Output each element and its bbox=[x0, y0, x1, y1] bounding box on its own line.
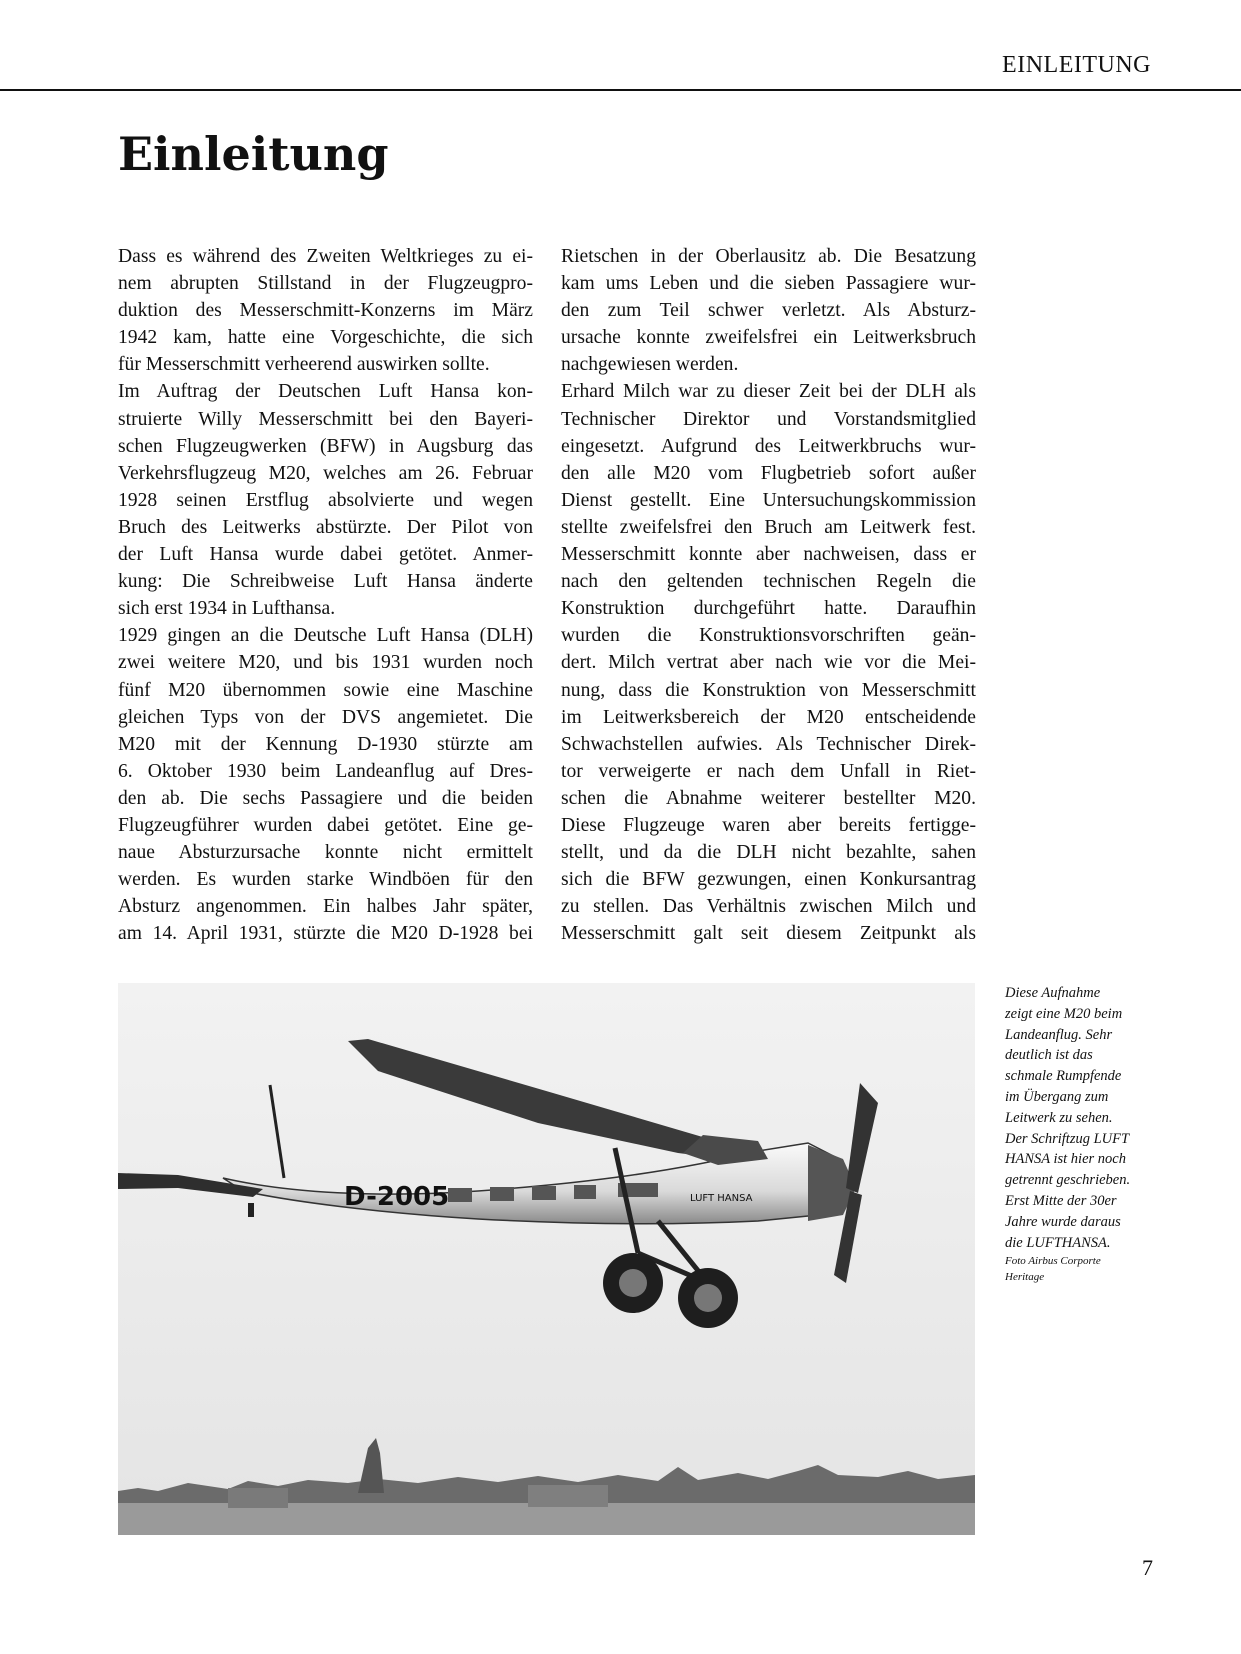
text-line: schen Flugzeugwerken (BFW) in Augsburg das bbox=[118, 435, 533, 457]
text-line: schen die Abnahme weiterer bestellter M20. bbox=[561, 787, 976, 809]
text-line: Messerschmitt galt seit diesem Zeitpunkt als bbox=[561, 923, 976, 945]
running-head: EINLEITUNG bbox=[1002, 52, 1151, 78]
text-line: 1929 gingen an die Deutsche Luft Hansa (DLH) bbox=[118, 625, 533, 647]
text-line: Bruch des Leitwerks abstürzte. Der Pilot von bbox=[118, 516, 533, 538]
text-line: Rietschen in der Oberlausitz ab. Die Besatzung bbox=[561, 246, 976, 267]
page-number: 7 bbox=[1142, 1555, 1153, 1580]
text-line: Messerschmitt konnte aber nachweisen, dass er bbox=[561, 544, 976, 566]
text-line: Dienst gestellt. Eine Untersuchungskommission bbox=[561, 489, 976, 511]
caption-line: die LUFTHANSA. bbox=[1005, 1234, 1111, 1251]
caption-line: HANSA ist hier noch bbox=[1005, 1151, 1126, 1168]
caption-line: Diese Aufnahme bbox=[1005, 985, 1101, 1001]
caption-line: im Übergang zum bbox=[1005, 1088, 1109, 1105]
credit-line: Foto Airbus Corporte bbox=[1005, 1255, 1101, 1267]
caption-line: zeigt eine M20 beim bbox=[1005, 1005, 1123, 1022]
text-line: wurden die Konstruktionsvorschriften geän- bbox=[561, 625, 976, 647]
text-line: Erhard Milch war zu dieser Zeit bei der DLH als bbox=[561, 381, 976, 403]
text-line: für Messerschmitt verheerend auswirken sollte. bbox=[118, 354, 490, 376]
text-line: nung, dass die Konstruktion von Messerschmitt bbox=[561, 679, 976, 701]
text-line: M20 mit der Kennung D-1930 stürzte am bbox=[118, 733, 533, 755]
text-line: sich die BFW gezwungen, einen Konkursantrag bbox=[561, 869, 976, 891]
text-line: stellte zweifelsfrei den Bruch am Leitwerk fest. bbox=[561, 516, 976, 538]
text-line: fünf M20 übernommen sowie eine Maschine bbox=[118, 679, 533, 701]
aircraft-photo bbox=[118, 983, 975, 1535]
text-line: der Luft Hansa wurde dabei getötet. Anmer- bbox=[118, 544, 533, 566]
text-line: Flugzeugführer wurden dabei getötet. Eine ge- bbox=[118, 814, 533, 836]
text-line: werden. Es wurden starke Windböen für den bbox=[118, 869, 533, 891]
text-line: Im Auftrag der Deutschen Luft Hansa kon- bbox=[118, 381, 533, 403]
text-line: zu stellen. Das Verhältnis zwischen Milch und bbox=[561, 896, 976, 918]
credit-line: Heritage bbox=[1005, 1271, 1045, 1283]
caption-line: getrennt geschrieben. bbox=[1005, 1172, 1131, 1189]
text-line: gleichen Typs von der DVS angemietet. Die bbox=[118, 706, 533, 728]
text-line: den alle M20 vom Flugbetrieb sofort außer bbox=[561, 462, 976, 484]
text-line: Diese Flugzeuge waren aber bereits fertigge- bbox=[561, 814, 976, 836]
text-line: naue Absturzursache konnte nicht ermittelt bbox=[118, 842, 533, 864]
caption-line: Landeanflug. Sehr bbox=[1005, 1026, 1113, 1043]
caption-line: Jahre wurde daraus bbox=[1005, 1213, 1121, 1230]
header-rule bbox=[0, 89, 1241, 91]
text-line: duktion des Messerschmitt-Konzerns im März bbox=[118, 300, 533, 322]
aircraft-illustration bbox=[118, 983, 975, 1535]
text-line: nach den geltenden technischen Regeln die bbox=[561, 571, 976, 593]
text-line: Verkehrsflugzeug M20, welches am 26. Februar bbox=[118, 462, 533, 484]
caption-line: schmale Rumpfende bbox=[1005, 1068, 1122, 1085]
text-line: tor verweigerte er nach dem Unfall in Riet- bbox=[561, 760, 976, 782]
text-line: Konstruktion durchgeführt hatte. Daraufhin bbox=[561, 598, 976, 620]
livery-lettering: LUFT HANSA bbox=[690, 1193, 753, 1204]
photo-caption bbox=[1005, 983, 1165, 1253]
text-line: im Leitwerksbereich der M20 entscheidende bbox=[561, 706, 976, 728]
text-line: den ab. Die sechs Passagiere und die beiden bbox=[118, 787, 533, 809]
caption-line: deutlich ist das bbox=[1005, 1047, 1093, 1064]
text-line: struierte Willy Messerschmitt bei den Bayeri- bbox=[118, 408, 533, 430]
text-line: kung: Die Schreibweise Luft Hansa änderte bbox=[118, 571, 533, 593]
text-line: am 14. April 1931, stürzte die M20 D-1928 bei bbox=[118, 923, 533, 945]
text-line: eingesetzt. Aufgrund des Leitwerkbruchs wur- bbox=[561, 435, 976, 457]
text-line: den zum Teil schwer verletzt. Als Absturz- bbox=[561, 300, 976, 322]
text-line: Absturz angenommen. Ein halbes Jahr später, bbox=[118, 896, 533, 918]
chapter-title: Einleitung bbox=[118, 127, 389, 181]
text-line: Dass es während des Zweiten Weltkrieges zu ei- bbox=[118, 246, 533, 267]
text-line: kam ums Leben und die sieben Passagiere wur- bbox=[561, 273, 976, 295]
caption-line: Leitwerk zu sehen. bbox=[1005, 1109, 1113, 1126]
text-line: sich erst 1934 in Lufthansa. bbox=[118, 598, 336, 620]
text-line: stellt, und da die DLH nicht bezahlte, sahen bbox=[561, 842, 976, 864]
photo-credit bbox=[1005, 1253, 1165, 1285]
text-line: 6. Oktober 1930 beim Landeanflug auf Dres- bbox=[118, 760, 533, 782]
text-column-left bbox=[118, 243, 533, 947]
text-line: nem abrupten Stillstand in der Flugzeugpro- bbox=[118, 273, 533, 295]
text-line: ursache konnte zweifelsfrei ein Leitwerksbruch bbox=[561, 327, 976, 349]
caption-line: Erst Mitte der 30er bbox=[1005, 1192, 1117, 1209]
text-line: dert. Milch vertrat aber nach wie vor die Mei- bbox=[561, 652, 976, 674]
caption-line: Der Schriftzug LUFT bbox=[1005, 1130, 1130, 1147]
text-column-right bbox=[561, 243, 976, 947]
text-line: Technischer Direktor und Vorstandsmitglied bbox=[561, 408, 976, 430]
text-line: 1942 kam, hatte eine Vorgeschichte, die sich bbox=[118, 327, 533, 349]
text-line: nachgewiesen werden. bbox=[561, 354, 739, 376]
registration-mark: D-2005 bbox=[344, 1182, 450, 1212]
text-line: Schwachstellen aufwies. Als Technischer Direk- bbox=[561, 733, 976, 755]
text-line: 1928 seinen Erstflug absolvierte und wegen bbox=[118, 489, 533, 511]
text-line: zwei weitere M20, und bis 1931 wurden noch bbox=[118, 652, 533, 674]
